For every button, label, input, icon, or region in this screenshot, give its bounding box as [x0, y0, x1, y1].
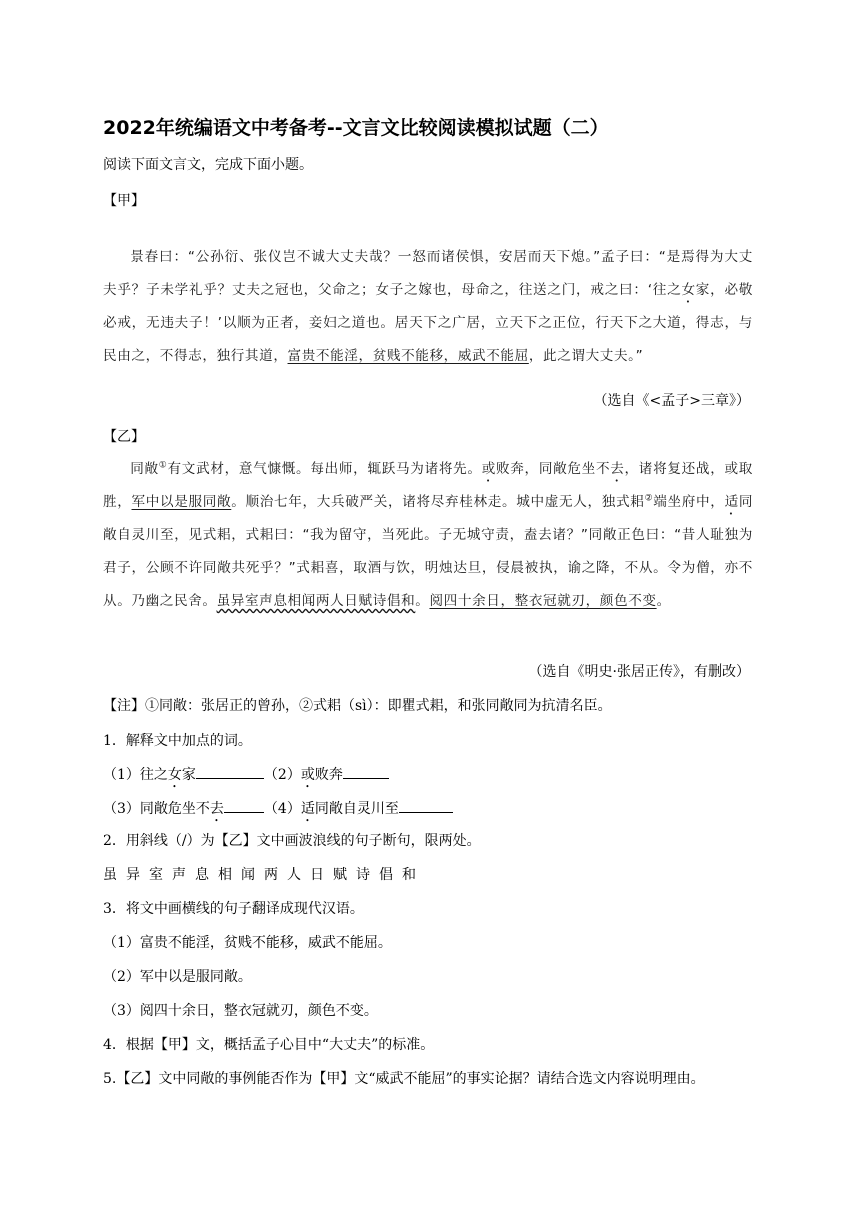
- passage-jia: 景春曰：“公孙衍、张仪岂不诚大丈夫哉？一怒而诸侯惧，安居而天下熄。”孟子曰：“是焉得为大丈夫乎？子未学礼乎？丈夫之冠也，父命之；女子之嫁也，母命之，往送之门，戒之曰：‘往之女家，必敬必戒，无违夫子！’以顺为正者，妾妇之道也。居天下之广居，立天下之正位，行天下之大道，得志，与民由之，不得志，独行其道，富贵不能淫，贫贱不能移，威武不能屈，此之谓大丈夫。”: [103, 249, 753, 364]
- question-1-stem: 1．解释文中加点的词。: [103, 733, 252, 749]
- question-1-row-2: （3）同敞危坐不去 （4）适同敞自灵川至: [103, 798, 453, 825]
- source-yi: （选自《明史·张居正传》，有删改）: [528, 664, 750, 680]
- underlined-sentence-yi-2: 阅四十余日，整衣冠就刃，颜色不变: [429, 593, 657, 609]
- question-3-item-2: （2）军中以是服同敞。: [103, 969, 252, 985]
- answer-blank-3[interactable]: [224, 798, 264, 813]
- dotted-word-nv: 女: [681, 282, 696, 298]
- instruction: 阅读下面文言文，完成下面小题。: [103, 157, 313, 173]
- wavy-sentence-yi: 虽异室声息相闻两人日赋诗倡和: [216, 593, 416, 609]
- question-5: 5.【乙】文中同敞的事例能否作为【甲】文“威武不能屈”的事实论据？请结合选文内容说明理由。: [103, 1071, 705, 1087]
- dotted-word-nv-q: 女: [167, 767, 182, 783]
- dotted-word-qu-q: 去: [209, 801, 224, 817]
- question-2-sentence: 虽异室声息相闻两人日赋诗倡和: [103, 867, 425, 883]
- question-2-stem: 2．用斜线（/）为【乙】文中画波浪线的句子断句，限两处。: [103, 833, 481, 849]
- footnote-mark-2: ②: [644, 493, 654, 504]
- answer-blank-2[interactable]: [343, 764, 389, 779]
- dotted-word-huo: 或: [481, 461, 496, 477]
- section-yi-label: 【乙】: [103, 429, 145, 445]
- question-1-row-1: （1）往之女家 （2）或败奔: [103, 764, 389, 791]
- question-3-stem: 3．将文中画横线的句子翻译成现代汉语。: [103, 901, 364, 917]
- dotted-word-shi: 适: [724, 494, 739, 510]
- passage-yi: 同敞①有文武材，意气慷慨。每出师，辄跃马为诸将先。或败奔，同敞危坐不去，诸将复还战，或取胜，军中以是服同敞。顺治七年，大兵破严关，诸将尽弃桂林走。城中虚无人，独式耜②端坐府中，适同敞自灵川至，见式耜，式耜曰：“我为留守，当死此。子无城守责，盍去诸？”同敞正色曰：“昔人耻独为君子，公顾不许同敞共死乎？”式耜喜，取酒与饮，明烛达旦，侵晨被执，谕之降，不从。令为僧，亦不从。乃幽之民舍。虽异室声息相闻两人日赋诗倡和。阅四十余日，整衣冠就刃，颜色不变。: [103, 460, 754, 609]
- question-3-item-3: （3）阅四十余日，整衣冠就刃，颜色不变。: [103, 1003, 378, 1019]
- section-jia-label: 【甲】: [103, 193, 145, 209]
- footnote-mark-1: ①: [158, 460, 168, 471]
- question-4: 4．根据【甲】文，概括孟子心目中“大丈夫”的标准。: [103, 1037, 435, 1053]
- dotted-word-qu: 去: [610, 461, 625, 477]
- answer-blank-4[interactable]: [399, 798, 453, 813]
- underlined-sentence-yi-1: 军中以是服同敞: [131, 494, 232, 510]
- question-3-item-1: （1）富贵不能淫，贫贱不能移，威武不能屈。: [103, 935, 392, 951]
- annotation-note: 【注】①同敞：张居正的曾孙，②式耜（sì）：即瞿式耜，和张同敞同为抗清名臣。: [103, 698, 612, 714]
- underlined-sentence-jia: 富贵不能淫，贫贱不能移，威武不能屈: [287, 348, 529, 364]
- dotted-word-shi-q: 适: [300, 801, 315, 817]
- answer-blank-1[interactable]: [196, 764, 264, 779]
- page-title: 2022年统编语文中考备考--文言文比较阅读模拟试题（二）: [103, 117, 609, 139]
- source-jia: （选自《<孟子>三章》）: [593, 393, 750, 409]
- dotted-word-huo-q: 或: [300, 767, 315, 783]
